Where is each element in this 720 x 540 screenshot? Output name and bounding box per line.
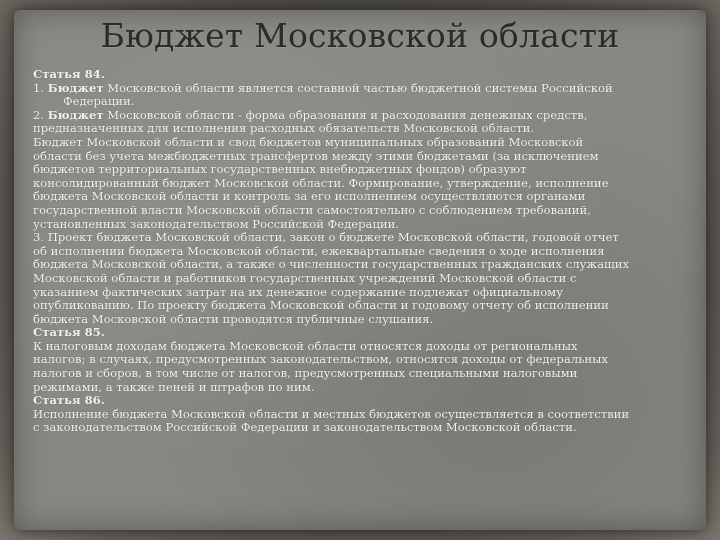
text-line: режимами, а также пеней и штрафов по ним. xyxy=(33,379,315,394)
text-line: 3. Проект бюджета Московской области, закон о бюджете Московской области, годовой отчет xyxy=(33,230,619,245)
text-line: опубликованию. По проекту бюджета Московской области и годовому отчету об исполнении xyxy=(33,298,609,313)
text-line: Федерации. xyxy=(63,94,135,109)
text-line: Статья 86. xyxy=(33,393,105,408)
text-line: налогов и сборов, в том числе от налогов, предусмотренных специальными налоговыми xyxy=(33,366,578,381)
text-line: Бюджет Московской области и свод бюджетов муниципальных образований Московской xyxy=(33,134,584,149)
slide-title: Бюджет Московской области xyxy=(100,16,620,55)
text-line: К налоговым доходам бюджета Московской области относятся доходы от региональных xyxy=(33,338,578,353)
text-line: Статья 84. xyxy=(33,67,105,81)
text-line: Московской области и работников государственных учреждений Московской области с xyxy=(33,270,577,285)
text-line: бюджета Московской области, а также о численности государственных гражданских служащих xyxy=(33,257,630,272)
slide-body xyxy=(33,68,701,435)
text-line: указанием фактических затрат на их денежное содержание подлежат официальному xyxy=(33,284,564,299)
text-line: об исполнении бюджета Московской области, ежеквартальные сведения о ходе исполнения xyxy=(33,243,605,258)
text-line: предназначенных для исполнения расходных обязательств Московской области. xyxy=(33,121,535,136)
text-line: установленных законодательством Российской Федерации. xyxy=(33,216,400,231)
text-line: области без учета межбюджетных трансфертов между этими бюджетами (за исключением xyxy=(33,148,599,163)
text-line: Статья 85. xyxy=(33,325,105,340)
text-line: государственной власти Московской области самостоятельно с соблюдением требований, xyxy=(33,202,591,217)
text-line: бюджета Московской области проводятся публичные слушания. xyxy=(33,311,434,326)
text-line: бюджета Московской области и контроль за его исполнением осуществляются органами xyxy=(33,189,586,204)
text-line: бюджетов территориальных государственных внебюджетных фондов) образуют xyxy=(33,162,527,177)
text-line: Исполнение бюджета Московской области и местных бюджетов осуществляется в соответствии xyxy=(33,406,630,421)
text-line: налогов; в случаях, предусмотренных законодательством, относятся доходы от федеральных xyxy=(33,352,608,367)
text-line: 2. Бюджет Московской области - форма образования и расходования денежных средств, xyxy=(33,107,588,122)
text-line: 1. Бюджет Московской области является составной частью бюджетной системы Российской xyxy=(33,80,613,95)
text-line: консолидированный бюджет Московской области. Формирование, утверждение, исполнение xyxy=(33,175,609,190)
text-line: с законодательством Российской Федерации и законодательством Московской области. xyxy=(33,420,577,435)
